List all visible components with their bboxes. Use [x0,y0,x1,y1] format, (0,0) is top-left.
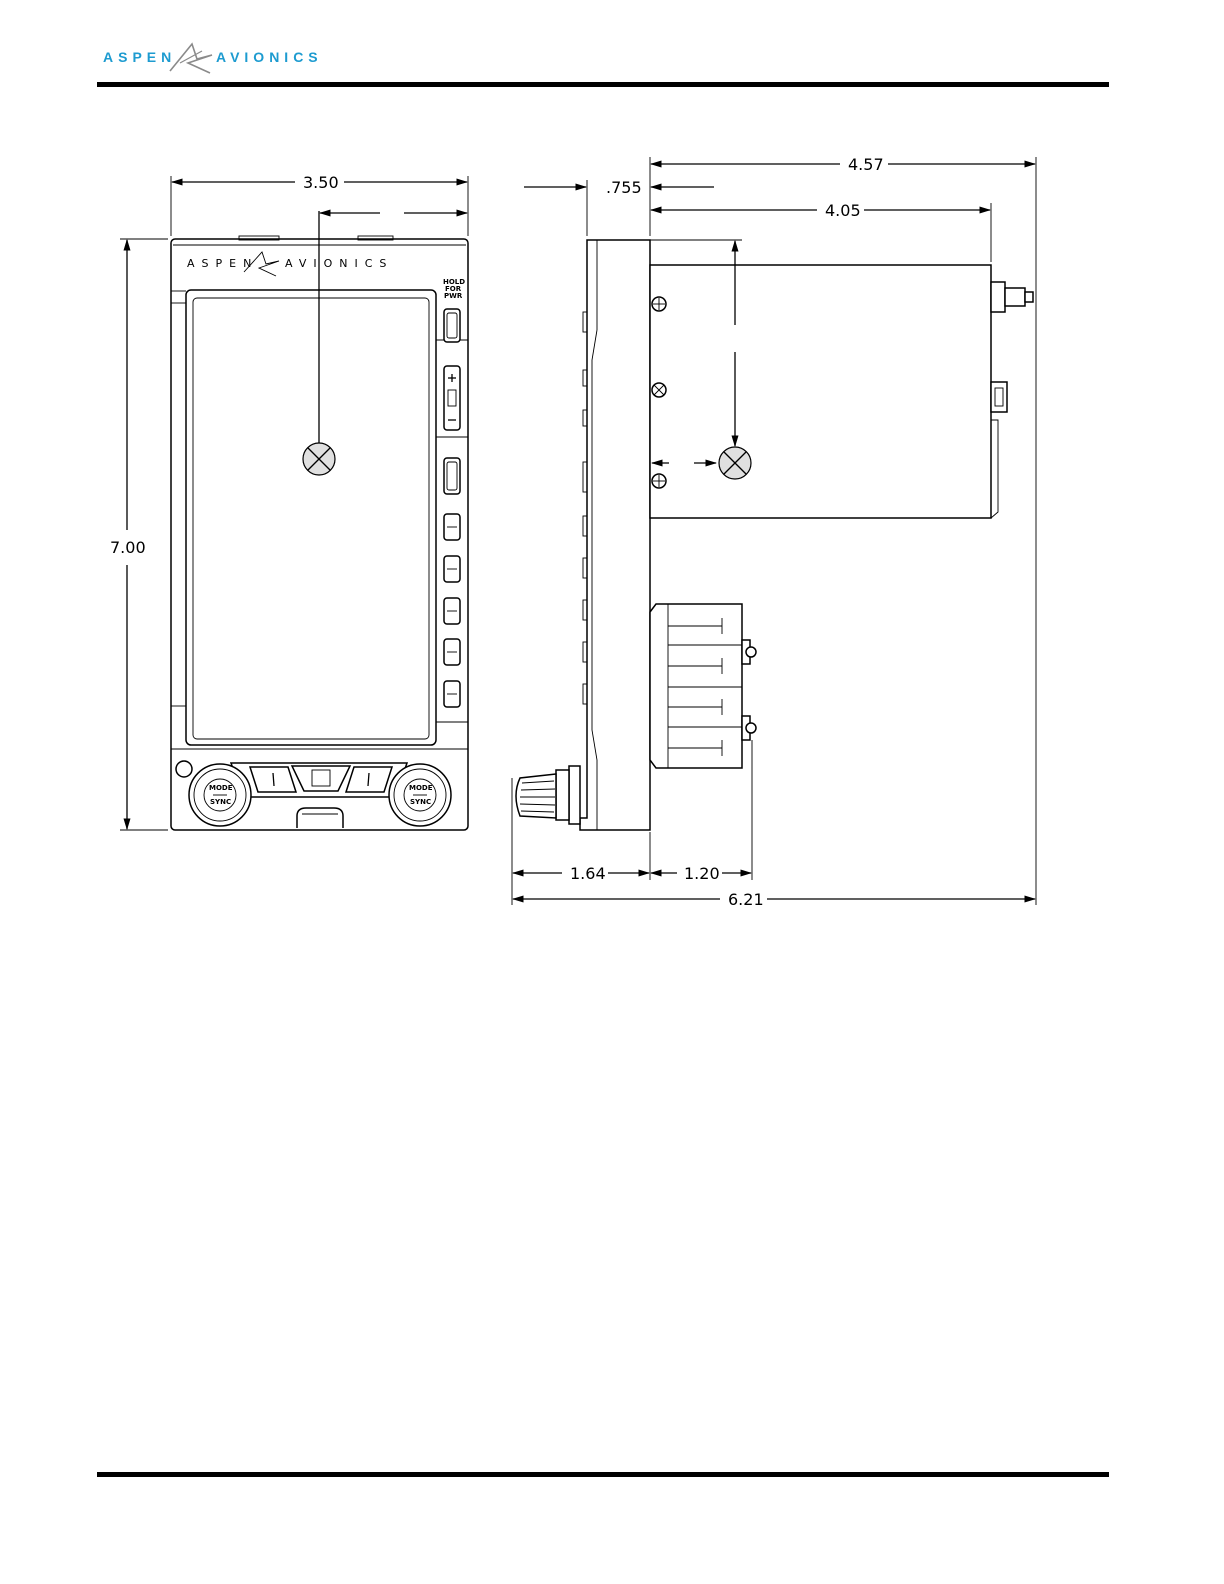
softkey-2[interactable] [444,556,460,582]
menu-button[interactable] [444,458,460,494]
dim-total-length: 6.21 [728,890,764,909]
softkey-3[interactable] [444,598,460,624]
rear-fitting [991,382,1007,412]
rear-connector [991,282,1033,312]
control-knob-side [516,766,580,824]
dim-body-depth: 4.05 [825,201,861,220]
logo-text-right: AVIONICS [216,49,323,65]
sd-card-slot [297,808,343,828]
dim-overall-depth: 4.57 [848,155,884,174]
rev-button[interactable] [444,309,460,342]
front-brand-left: ASPEN [187,257,259,270]
dim-width: 3.50 [303,173,339,192]
mounting-screw-icon [652,383,666,397]
dim-fan-depth: 1.20 [684,864,720,883]
right-mode-sync-knob[interactable] [389,764,451,826]
mounting-screw-icon [652,474,666,488]
hold-label: HOLD [443,278,466,286]
left-knob-mode-label: MODE [209,784,233,792]
dim-bezel-depth: .755 [606,178,642,197]
bezel-side [580,240,650,830]
left-mode-sync-knob[interactable] [189,764,251,826]
softkey-4[interactable] [444,639,460,665]
dim-height: 7.00 [110,538,146,557]
front-view [171,211,468,830]
front-brand-right: AVIONICS [285,257,394,270]
pwr-label: PWR [444,292,463,300]
range-rocker-button[interactable] [444,366,460,430]
center-of-gravity-icon [719,447,751,479]
right-knob-mode-label: MODE [409,784,433,792]
light-sensor-icon [176,761,192,777]
left-knob-sync-label: SYNC [210,798,232,806]
main-body [650,265,991,518]
center-of-gravity-icon [303,443,335,475]
logo-text-left: ASPEN [103,49,177,65]
display-screen [186,290,436,745]
bottom-left-key[interactable] [250,767,296,792]
footer-rule [97,1472,1109,1477]
right-knob-sync-label: SYNC [410,798,432,806]
dim-knob-depth: 1.64 [570,864,606,883]
softkey-5[interactable] [444,681,460,707]
bottom-right-key[interactable] [346,767,392,792]
side-view [516,240,1033,830]
fan-heatsink [650,604,756,768]
softkey-1[interactable] [444,514,460,540]
for-label: FOR [445,285,462,293]
mounting-screw-icon [652,297,666,311]
